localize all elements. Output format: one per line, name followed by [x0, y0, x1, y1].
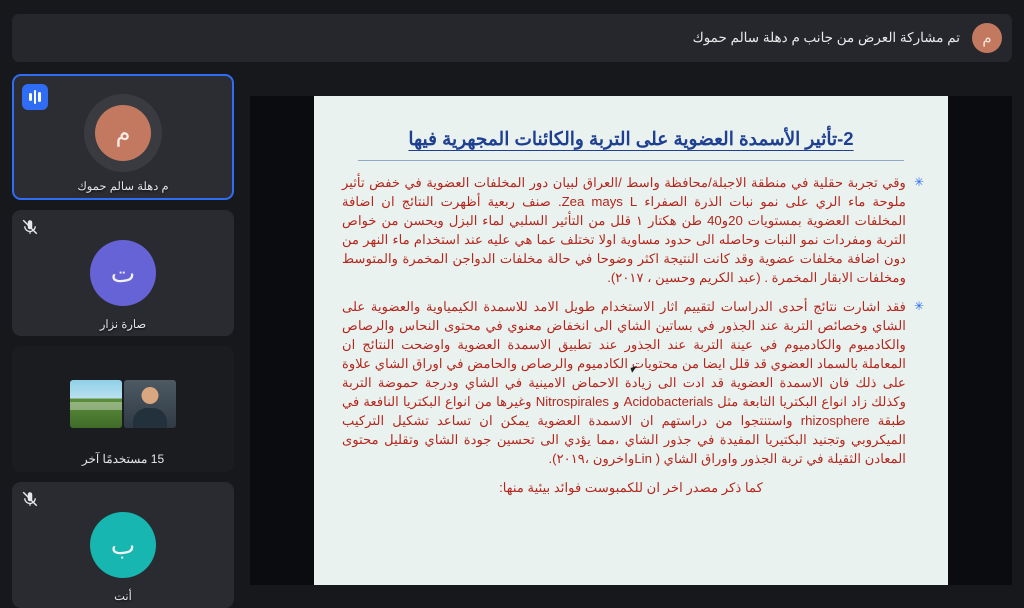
- mic-off-icon: [21, 218, 39, 236]
- participant-name: م دهلة سالم حموك: [77, 181, 169, 193]
- screen-share-notification-bar: [12, 14, 1012, 62]
- mic-off-icon: [21, 490, 39, 508]
- avatar-initial: م: [95, 105, 151, 161]
- slide-bullet-text: فقد اشارت نتائج أحدى الدراسات لتقييم اثار الاستخدام طويل الامد للاسمدة الكيمياوية والعضوية على الشاي وخصائص التربة عند الجذور في بساتين الشاي الى انخفاض معنوي في محتوى النحاس والرصاص والكادميوم والكادميوم في عينة التربة عند الجذور عند تطبيق الاسمدة العضوية واوضحت النتائج ان المعاملة بالسماد العضوي قد قلل ايضا من محتويات الكادميوم والرصاص والحامض في اوراق الشاي علاوة على ذلك فان الاسمدة العضوية قد ادت الى زيادة الاحماض الامينية في الشاي ودرجة حموضة التربة وكذلك زاد انواع البكتريا التابعة مثل Acidobacterials و Nitrospirales وغيرها من انواع البكتريا النافعة في طبقة rhizosphere واستنتجوا من دراستهم ان الاسمدة العضوية يمكن ان تساعد تشكيل التركيب الميكروبي وتجنيد البكتيريا المفيدة في جذور الشاي ،مما يؤدي الى تحسين جودة الشاي وتقليل محتوى المعادن الثقيلة في تربة الجذور واوراق الشاي ( Linواخرون ،٢٠١٩).: [342, 299, 906, 466]
- presentation-slide: [314, 96, 948, 585]
- participant-tile-self[interactable]: [12, 482, 234, 608]
- slide-bullet-item: [342, 173, 924, 287]
- participant-name: أنت: [114, 591, 132, 603]
- participant-tile-2[interactable]: [12, 210, 234, 336]
- participant-tile-more-users[interactable]: [12, 346, 234, 472]
- slide-bullet-text: وقي تجربة حقلية في منطقة الاجبلة/محافظة واسط /العراق لبيان دور المخلفات العضوية في خفض تأثير ملوحة ماء الري على نمو نبات الذرة الصفراء Zea mays L. صنف ربعية أظهرت النتائج ان اضافة المخلفات العضوية بمستويات 20و40 طن هكتار ١ قلل من التأثير السلبي لماء البزل ويحسن من خواص التربة ومفردات نمو النبات وحاصله الى حدود مساوية اولا تختلف عما هي عليه عند استخدام ماء النهر من دون اضافة مخلفات عضوية وقد كانت النتيجة اكثر وضوحا في حالة مخلفات الدواجن المخمرة والمتوسط ومخلفات الابقار المخمرة . (عبد الكريم وحسين ، ٢٠١٧).: [342, 175, 906, 285]
- avatar: [84, 94, 162, 172]
- speaking-indicator-icon: [22, 84, 48, 110]
- presenter-avatar: م: [972, 23, 1002, 53]
- slide-bullet-list: [332, 173, 930, 468]
- slide-divider: [358, 160, 904, 161]
- avatar: ب: [90, 512, 156, 578]
- participant-thumbnails: [70, 380, 176, 428]
- bullet-star-icon: ✳: [913, 175, 924, 189]
- thumbnail-image-2: [124, 380, 176, 428]
- participant-tile-active-speaker[interactable]: [12, 74, 234, 200]
- slide-closing-text: كما ذكر مصدر اخر ان للكمبوست فوائد بيئية منها:: [499, 480, 763, 495]
- thumbnail-image-1: [70, 380, 122, 428]
- avatar: ت: [90, 240, 156, 306]
- screen-share-notification-text: تم مشاركة العرض من جانب م دهلة سالم حموك: [692, 30, 960, 45]
- more-users-count: 15 مستخدمًا آخر: [81, 452, 165, 466]
- shared-screen-stage[interactable]: [250, 96, 1012, 585]
- slide-title: 2-تأثير الأسمدة العضوية على التربة والكائنات المجهرية فيها: [408, 128, 854, 149]
- participant-strip: [12, 74, 234, 603]
- participant-name: صارة نزار: [99, 319, 147, 331]
- bullet-star-icon: ✳: [913, 299, 924, 313]
- slide-bullet-item: [342, 297, 924, 468]
